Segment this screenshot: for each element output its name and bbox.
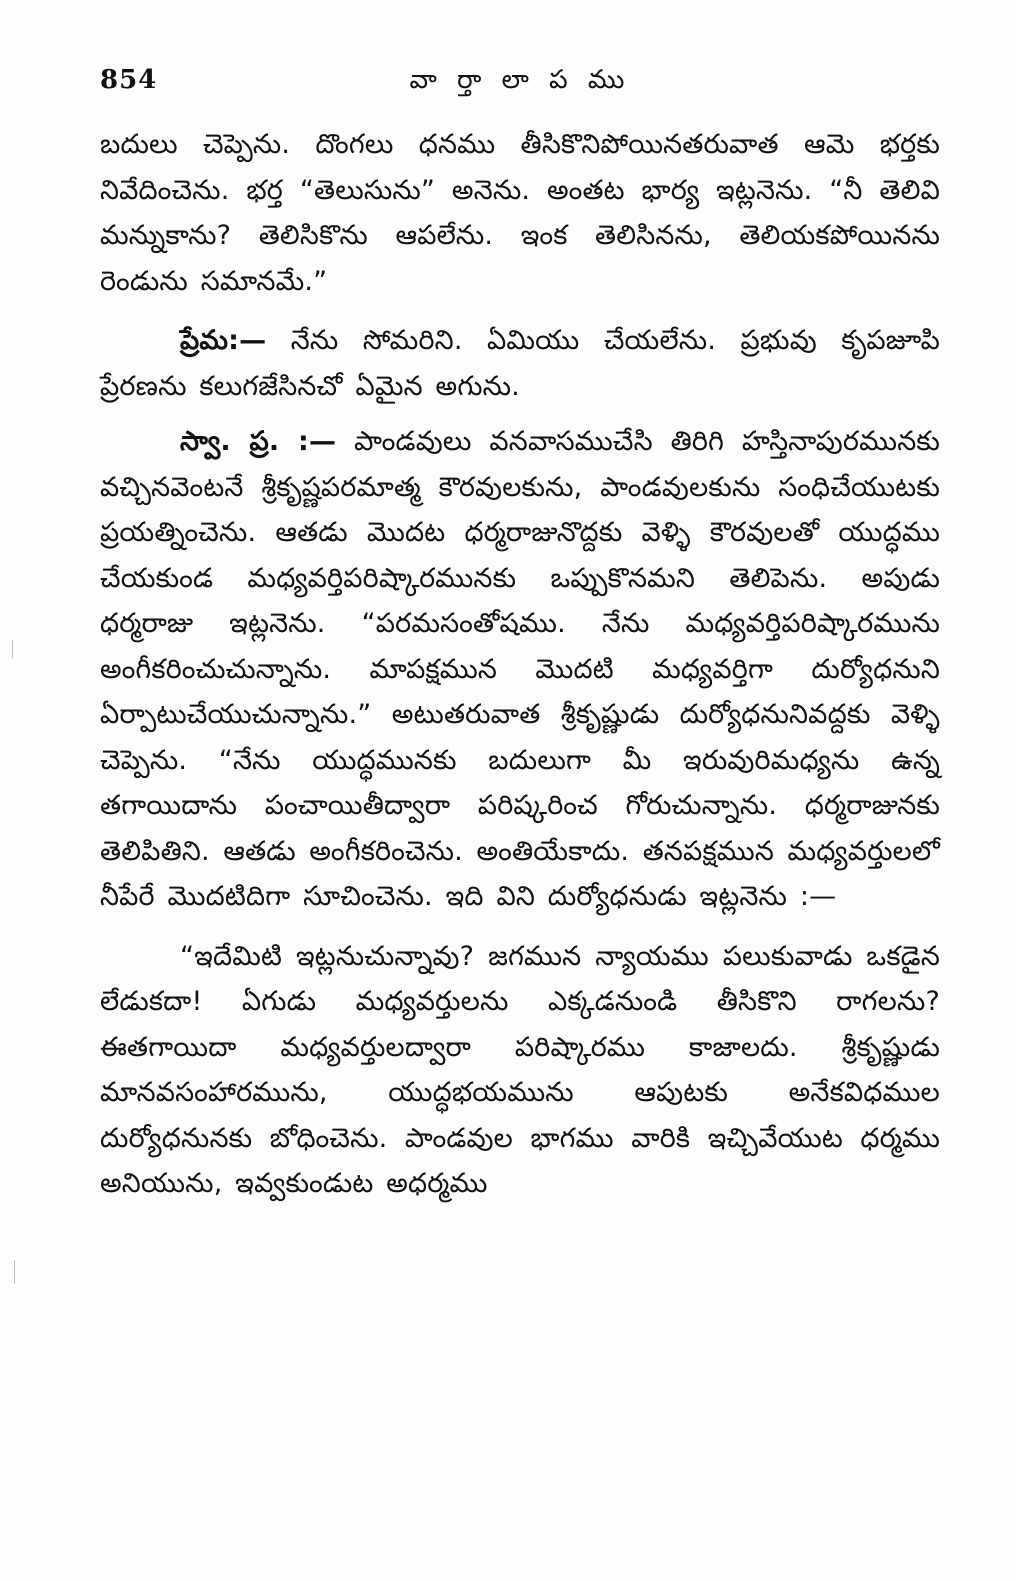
scan-edge-mark — [12, 640, 13, 658]
paragraph — [100, 419, 940, 920]
scan-edge-mark — [14, 1260, 15, 1284]
page-header — [100, 62, 940, 102]
paragraph-text: బదులు చెప్పెను. దొంగలు ధనము తీసికొనిపోయినతరువాత ఆమె భర్తకు నివేదించెను. భర్త “తెలుసును” అనెను. అంతట భార్య ఇట్లనెను. “నీ తెలివి మన్నుకాను? తెలిసికొను ఆపలేను. ఇంక తెలిసినను, తెలియకపోయినను రెండును సమానమే.” — [100, 129, 940, 297]
paragraph-text: పాండవులు వనవాసముచేసి తిరిగి హస్తినాపురమునకు వచ్చినవెంటనే శ్రీకృష్ణపరమాత్మ కౌరవులకును, పాండవులకును సంధిచేయుటకు ప్రయత్నించెను. ఆతడు మొదట ధర్మరాజునొద్దకు వెళ్ళి కౌరవులతో యుద్ధము చేయకుండ మధ్యవర్తిపరిష్కారమునకు ఒప్పుకొనమని తెలిపెను. అపుడు ధర్మరాజు ఇట్లనెను. “పరమసంతోషము. నేను మధ్యవర్తిపరిష్కారమును అంగీకరించుచున్నాను. మాపక్షమున మొదటి మధ్యవర్తిగా దుర్యోధనుని ఏర్పాటుచేయుచున్నాను.” అటుతరువాత శ్రీకృష్ణుడు దుర్యోధనునివద్దకు వెళ్ళి చెప్పెను. “నేను యుద్ధమునకు బదులుగా మీ ఇరువురిమధ్యను ఉన్న తగాయిదాను పంచాయితీద్వారా పరిష్కరించ గోరుచున్నాను. ధర్మరాజునకు తెలిపితిని. ఆతడు అంగీకరించెను. అంతియేకాదు. తనపక్షమున మధ్యవర్తులలో నీపేరే మొదటిదిగా సూచించెను. ఇది విని దుర్యోధనుడు ఇట్లనెను :— — [100, 426, 940, 912]
page-number: 854 — [100, 65, 158, 95]
speaker-label: ప్రేమ:— — [180, 325, 267, 356]
speaker-label: స్వా. ప్ర. :— — [180, 426, 337, 457]
running-title: వా ర్తా లా ప ము — [409, 65, 631, 95]
paragraph — [100, 318, 940, 409]
paragraph-text: “ఇదేమిటి ఇట్లనుచున్నావు? జగమున న్యాయము పలుకువాడు ఒకడైన లేడుకదా! ఏగుడు మధ్యవర్తులను ఎక్కడనుండి తీసికొని రాగలను? ఈతగాయిదా మధ్యవర్తులద్వారా పరిష్కారము కాజాలదు. శ్రీకృష్ణుడు మానవసంహారమును, యుద్ధభయమును ఆపుటకు అనేకవిధముల దుర్యోధనునకు బోధించెను. పాండవుల భాగము వారికి ఇచ్చివేయుట ధర్మము అనియును, ఇవ్వకుండుట అధర్మము — [100, 940, 940, 1199]
paragraph — [100, 934, 940, 1207]
paragraph — [100, 122, 940, 304]
body-text — [100, 122, 940, 1207]
paragraph-text: నేను సోమరిని. ఏమియు చేయలేను. ప్రభువు కృపజూపి ప్రేరణను కలుగజేసినచో ఏమైన అగును. — [100, 325, 940, 402]
